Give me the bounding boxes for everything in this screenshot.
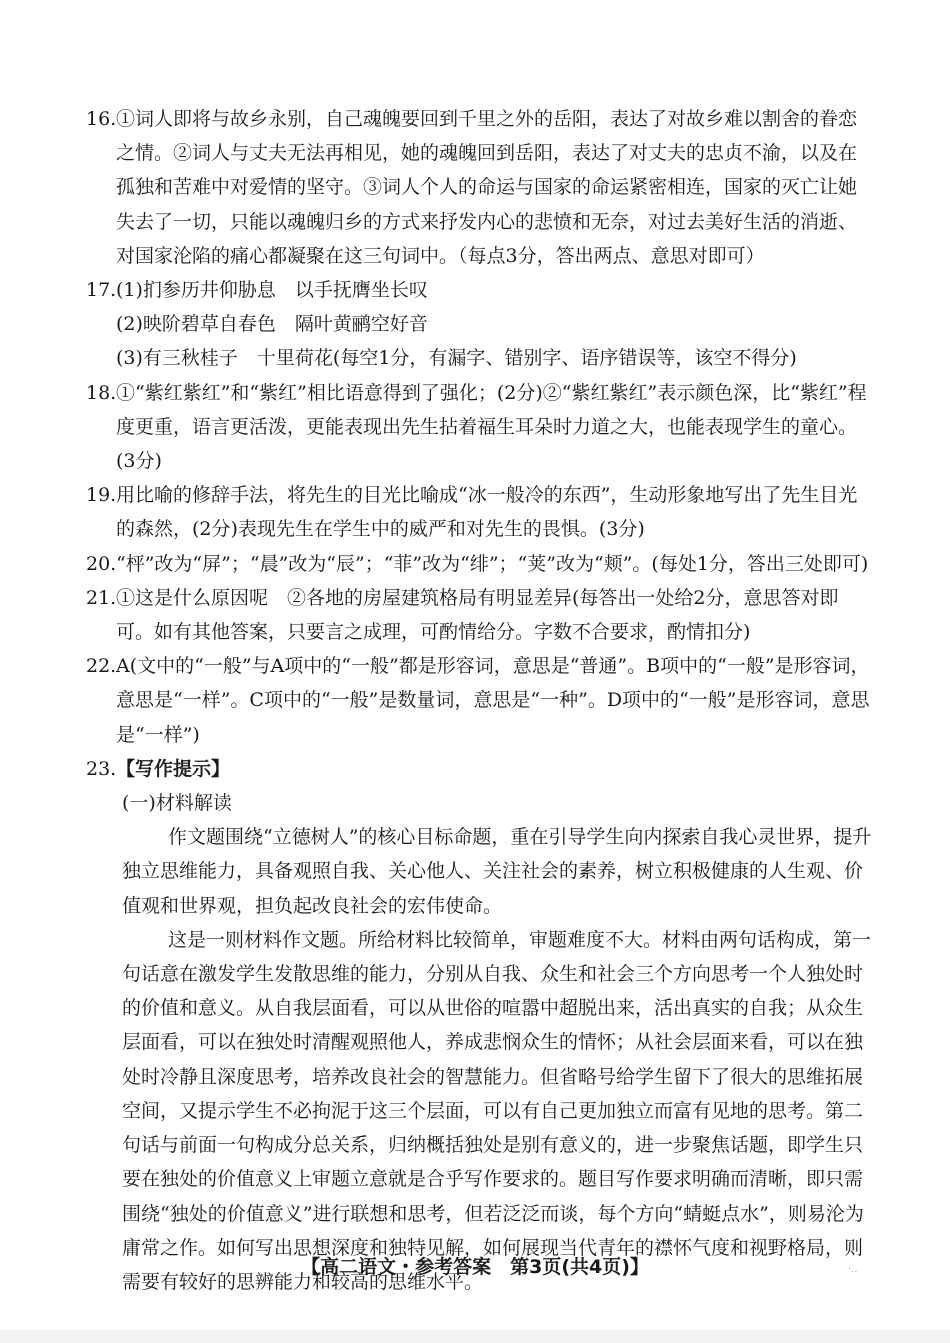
answer-17-1 bbox=[86, 273, 872, 307]
answer-text: 用比喻的修辞手法，将先生的目光比喻成“冰一般冷的东西”，生动形象地写出了先生目光的森然，(2分)表现先生在学生中的威严和对先生的畏惧。(3分) bbox=[116, 484, 858, 541]
scan-specks: ·.. bbox=[848, 1264, 858, 1275]
answer-17-2 bbox=[92, 307, 872, 341]
page-footer: 【高二语文・参考答案 第3页(共4页)】 bbox=[301, 1256, 649, 1278]
answer-text: ①这是什么原因呢 ②各地的房屋建筑格局有明显差异(每答出一处给2分，意思答对即可。如有其他答案，只要言之成理，可酌情给分。字数不合要求，酌情扣分) bbox=[116, 586, 839, 644]
question-number: 22. bbox=[86, 655, 117, 678]
question-number: 23. bbox=[86, 757, 117, 780]
answer-18 bbox=[86, 376, 872, 479]
answer-text: “枰”改为“屏”；“晨”改为“辰”；“菲”改为“绯”；“荚”改为“颊”。(每处1分，答出三处即可) bbox=[116, 552, 869, 575]
question-number: 18. bbox=[86, 381, 117, 404]
answer-text: A(文中的“一般”与A项中的“一般”都是形容词，意思是“普通”。B项中的“一般”是形容词，意思是“一样”。C项中的“一般”是数量词，意思是“一种”。D项中的“一般”是形容词，意思是“一样”) bbox=[116, 655, 870, 746]
subsection-heading: (一)材料解读 bbox=[122, 792, 232, 815]
paragraph: 作文题围绕“立德树人”的核心目标命题，重在引导学生向内探索自我心灵世界，提升独立思维能力，具备观照自我、关心他人、关注社会的素养，树立积极健康的人生观、价值观和世界观，担负起改良社会的宏伟使命。 bbox=[122, 826, 872, 917]
answer-text: (2)映阶碧草自春色 隔叶黄鹂空好音 bbox=[116, 313, 428, 336]
answer-text: (1)扪参历井仰胁息 以手抚膺坐长叹 bbox=[116, 279, 428, 302]
question-number: 20. bbox=[86, 552, 117, 575]
answer-21 bbox=[86, 581, 872, 649]
answer-23-heading bbox=[86, 752, 872, 786]
answer-text: ①“紫红紫红”和“紫红”相比语意得到了强化；(2分)②“紫红紫红”表示颜色深，比“紫红”程度更重，语言更活泼，更能表现出先生拈着福生耳朵时力道之大，也能表现学生的童心。(3分) bbox=[116, 381, 867, 473]
question-number: 16. bbox=[86, 108, 117, 130]
section-heading: 【写作提示】 bbox=[116, 757, 231, 780]
answer-text: ①词人即将与故乡永别，自己魂魄要回到千里之外的岳阳，表达了对故乡难以割舍的眷恋之情。②词人与丈夫无法再相见，她的魂魄回到岳阳，表达了对丈夫的忠贞不渝，以及在孤独和苦难中对爱情的坚守。③词人个人的命运与国家的命运紧密相连，国家的灭亡让她失去了一切，只能以魂魄归乡的方式来抒发内心的悲愤和无奈，对过去美好生活的消逝、对国家沦陷的痛心都凝聚在这三句词中。（每点3分，答出两点、意思对即可） bbox=[116, 108, 858, 267]
answer-17-3 bbox=[92, 341, 872, 375]
answer-text: (3)有三秋桂子 十里荷花(每空1分，有漏字、错别字、语序错误等，该空不得分) bbox=[116, 347, 797, 370]
question-number: 21. bbox=[86, 586, 117, 609]
question-number: 19. bbox=[86, 484, 117, 507]
answer-22 bbox=[86, 649, 872, 752]
paragraph: 这是一则材料作文题。所给材料比较简单，审题难度不大。材料由两句话构成，第一句话意在激发学生发散思维的能力，分别从自我、众生和社会三个方向思考一个人独处时的价值和意义。从自我层面看，可以从世俗的喧嚣中超脱出来，活出真实的自我；从众生层面看，可以在独处时清醒观照他人，养成悲悯众生的情怀；从社会层面来看，可以在独处时冷静且深度思考，培养改良社会的智慧能力。但省略号给学生留下了很大的思维拓展空间，又提示学生不必拘泥于这三个层面，可以有自己更加独立而富有见地的思考。第二句话与前面一句构成分总关系，归纳概括独处是别有意义的，进一步聚焦话题，即学生只要在独处的价值意义上审题立意就是合乎写作要求的。题目写作要求明确而清晰，即只需围绕“独处的价值意义”进行联想和思考，但若泛泛而谈，每个方向“蜻蜓点水”，则易沦为庸常之作。如何写出思想深度和独特见解，如何展现当代青年的襟怀气度和视野格局，则需要有较好的思辨能力和较高的思维水平。 bbox=[122, 928, 872, 1293]
answer-16 bbox=[86, 102, 872, 273]
answer-20 bbox=[86, 547, 872, 581]
scan-edge bbox=[0, 1330, 950, 1343]
question-number: 17. bbox=[86, 279, 117, 302]
answer-19 bbox=[86, 478, 872, 546]
answer-content bbox=[86, 102, 872, 1299]
